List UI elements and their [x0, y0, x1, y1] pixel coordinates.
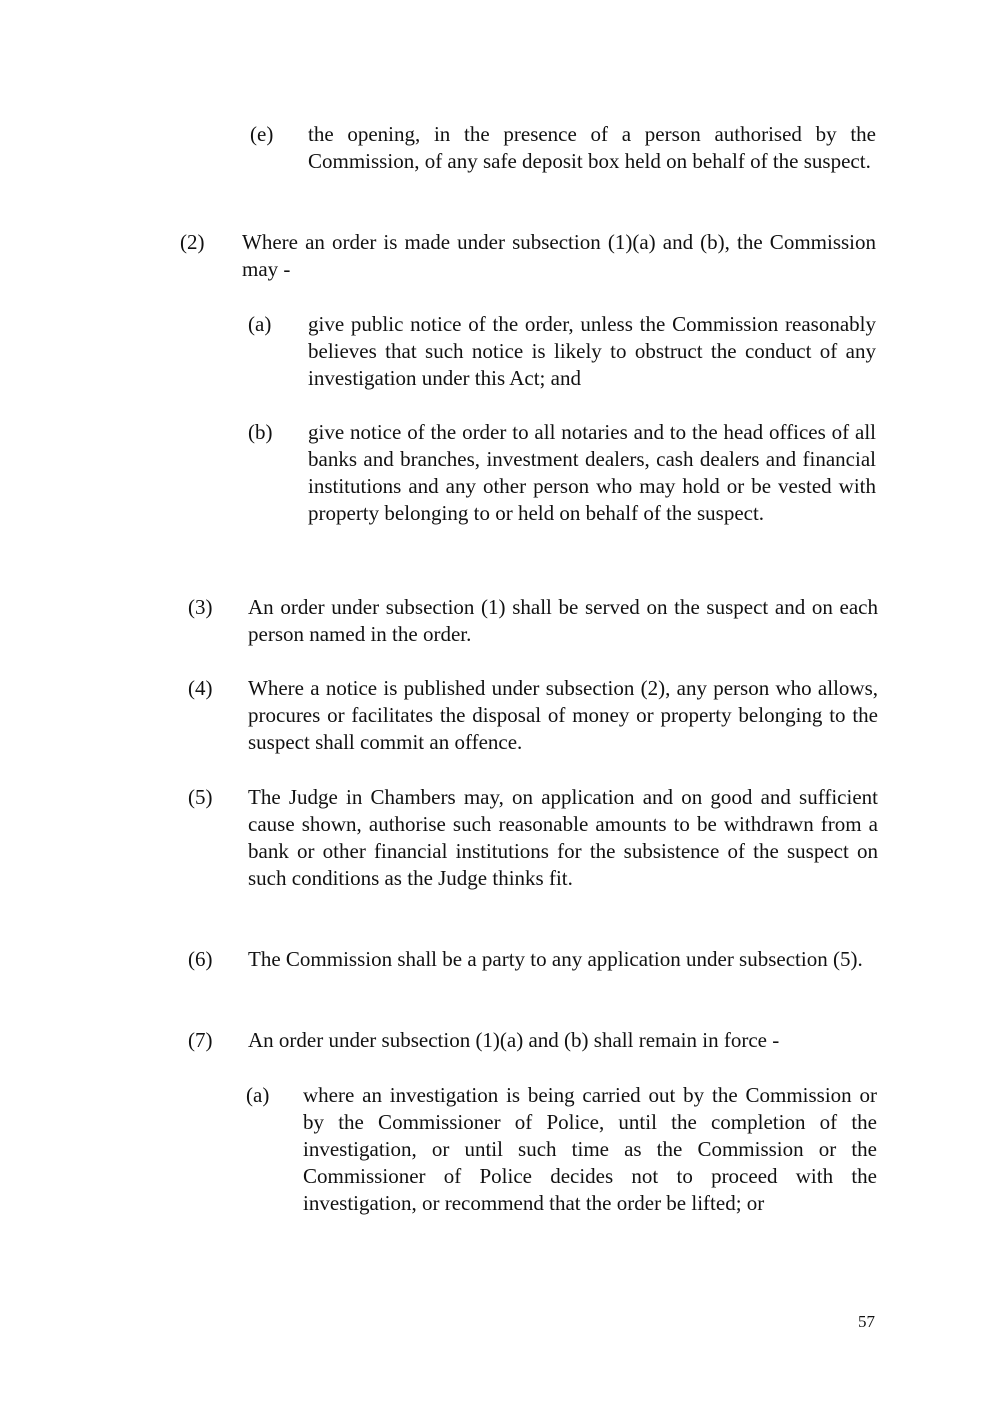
paragraph-text: where an investigation is being carried out by the Commission or by the Commissioner of Police, until the completion of the investigation, or until such time as the Commission or the Commissioner of Police decides not to proceed with the investigation, or recommend that the order be lifted; or: [303, 1083, 877, 1215]
paragraph-text: Where a notice is published under subsection (2), any person who allows, procures or facilitates the disposal of money or property belonging to the suspect shall commit an offence.: [248, 676, 878, 754]
paragraph-label: (4): [188, 676, 213, 700]
paragraph-label: (6): [188, 947, 213, 971]
paragraph-label: (7): [188, 1028, 213, 1052]
paragraph-text: The Judge in Chambers may, on application and on good and sufficient cause shown, authorise such reasonable amounts to be withdrawn from a bank or other financial institutions for the subsistence of the suspect on such conditions as the Judge thinks fit.: [248, 785, 878, 890]
paragraph-text: The Commission shall be a party to any application under subsection (5).: [248, 947, 863, 971]
page-number: 57: [858, 1312, 875, 1331]
paragraph-text: give public notice of the order, unless the Commission reasonably believes that such notice is likely to obstruct the conduct of any investigation under this Act; and: [308, 312, 876, 390]
paragraph-label: (a): [246, 1083, 270, 1107]
paragraph-text: the opening, in the presence of a person authorised by the Commission, of any safe deposit box held on behalf of the suspect.: [308, 122, 876, 173]
paragraph-text: give notice of the order to all notaries and to the head offices of all banks and branches, investment dealers, cash dealers and financial institutions and any other person who may hold or be vested with property belonging to or held on behalf of the suspect.: [308, 420, 876, 525]
paragraph-label: (b): [248, 420, 273, 444]
paragraph-label: (a): [248, 312, 272, 336]
paragraph-text: Where an order is made under subsection (1)(a) and (b), the Commission may -: [242, 230, 876, 281]
paragraph-label: (e): [250, 122, 274, 146]
paragraph-text: An order under subsection (1)(a) and (b) shall remain in force -: [248, 1028, 780, 1052]
paragraph-text: An order under subsection (1) shall be served on the suspect and on each person named in the order.: [248, 595, 878, 646]
paragraph-label: (3): [188, 595, 213, 619]
paragraph-label: (5): [188, 785, 213, 809]
paragraph-label: (2): [180, 230, 205, 254]
